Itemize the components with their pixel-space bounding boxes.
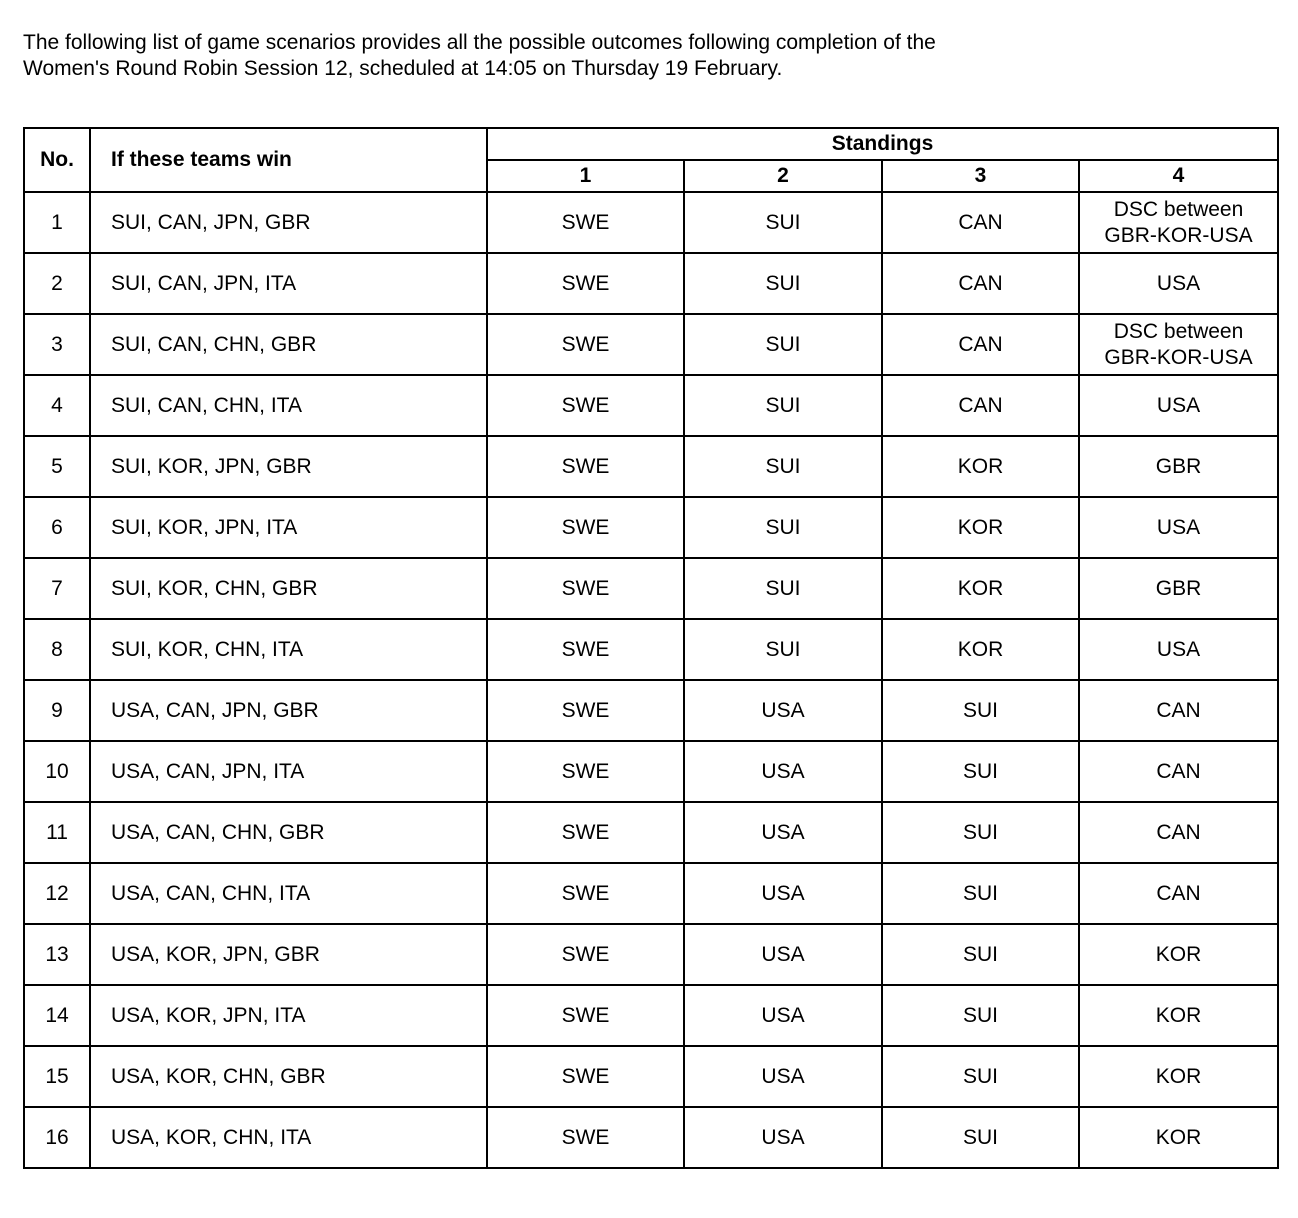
table-row xyxy=(24,375,1278,436)
standing-1: SWE xyxy=(487,680,684,741)
standing-4-line-1: USA xyxy=(1156,393,1201,417)
standing-4-line-1: CAN xyxy=(1156,881,1201,905)
scenario-number: 16 xyxy=(24,1107,90,1168)
standing-3: SUI xyxy=(882,680,1079,741)
table-row xyxy=(24,985,1278,1046)
standing-4 xyxy=(1079,741,1278,802)
standing-2: USA xyxy=(684,1046,882,1107)
standing-1: SWE xyxy=(487,802,684,863)
table-row xyxy=(24,924,1278,985)
table-row xyxy=(24,802,1278,863)
table-row xyxy=(24,192,1278,253)
standing-4 xyxy=(1079,1107,1278,1168)
standing-4-line-2: GBR-KOR-USA xyxy=(1104,345,1253,369)
winning-teams: SUI, KOR, CHN, ITA xyxy=(90,619,487,680)
standing-1: SWE xyxy=(487,741,684,802)
standing-1: SWE xyxy=(487,985,684,1046)
standing-2: USA xyxy=(684,985,882,1046)
table-row xyxy=(24,741,1278,802)
scenario-number: 5 xyxy=(24,436,90,497)
table-row xyxy=(24,619,1278,680)
standing-4-line-2: GBR-KOR-USA xyxy=(1104,223,1253,247)
scenario-number: 2 xyxy=(24,253,90,314)
standing-3: SUI xyxy=(882,1107,1079,1168)
scenario-number: 15 xyxy=(24,1046,90,1107)
standing-4-line-1: USA xyxy=(1156,637,1201,661)
scenario-number: 7 xyxy=(24,558,90,619)
standing-4-line-1: KOR xyxy=(1155,1125,1202,1149)
table-row xyxy=(24,497,1278,558)
header-position-4: 4 xyxy=(1079,160,1278,192)
standing-1: SWE xyxy=(487,863,684,924)
winning-teams: USA, CAN, JPN, ITA xyxy=(90,741,487,802)
standing-2: SUI xyxy=(684,314,882,375)
standing-4-line-1: CAN xyxy=(1156,759,1201,783)
scenario-number: 13 xyxy=(24,924,90,985)
winning-teams: USA, KOR, JPN, GBR xyxy=(90,924,487,985)
standing-2: SUI xyxy=(684,497,882,558)
standing-4-line-1: USA xyxy=(1156,271,1201,295)
standing-4-line-1: CAN xyxy=(1156,698,1201,722)
winning-teams: SUI, KOR, CHN, GBR xyxy=(90,558,487,619)
standing-4 xyxy=(1079,436,1278,497)
standing-1: SWE xyxy=(487,253,684,314)
standing-1: SWE xyxy=(487,924,684,985)
scenarios-table xyxy=(23,127,1279,1169)
standing-1: SWE xyxy=(487,558,684,619)
standing-3: KOR xyxy=(882,497,1079,558)
standing-4-line-1: KOR xyxy=(1155,1003,1202,1027)
standing-1: SWE xyxy=(487,619,684,680)
standing-2: USA xyxy=(684,741,882,802)
winning-teams: USA, KOR, JPN, ITA xyxy=(90,985,487,1046)
standing-2: SUI xyxy=(684,619,882,680)
standing-4-line-1: GBR xyxy=(1155,576,1202,600)
winning-teams: SUI, KOR, JPN, ITA xyxy=(90,497,487,558)
standing-3: SUI xyxy=(882,741,1079,802)
intro-line-1: The following list of game scenarios provides all the possible outcomes following completion of the xyxy=(23,31,936,54)
standing-3: CAN xyxy=(882,192,1079,253)
standing-4 xyxy=(1079,924,1278,985)
standing-4-line-1: KOR xyxy=(1155,1064,1202,1088)
header-position-1: 1 xyxy=(487,160,684,192)
table-row xyxy=(24,253,1278,314)
standing-3: KOR xyxy=(882,436,1079,497)
table-row xyxy=(24,1107,1278,1168)
winning-teams: SUI, KOR, JPN, GBR xyxy=(90,436,487,497)
standing-3: SUI xyxy=(882,863,1079,924)
standing-2: SUI xyxy=(684,558,882,619)
winning-teams: USA, KOR, CHN, GBR xyxy=(90,1046,487,1107)
standing-4-line-1: DSC between xyxy=(1113,197,1244,221)
standing-1: SWE xyxy=(487,436,684,497)
standing-1: SWE xyxy=(487,497,684,558)
standing-2: USA xyxy=(684,1107,882,1168)
table-row xyxy=(24,863,1278,924)
standing-4 xyxy=(1079,1046,1278,1107)
scenario-number: 12 xyxy=(24,863,90,924)
standing-2: SUI xyxy=(684,192,882,253)
scenario-number: 3 xyxy=(24,314,90,375)
standing-1: SWE xyxy=(487,1046,684,1107)
header-position-3: 3 xyxy=(882,160,1079,192)
standing-4-line-1: DSC between xyxy=(1113,319,1244,343)
standing-4 xyxy=(1079,497,1278,558)
standing-4-line-1: GBR xyxy=(1155,454,1202,478)
standing-1: SWE xyxy=(487,1107,684,1168)
standing-3: SUI xyxy=(882,802,1079,863)
standing-4 xyxy=(1079,558,1278,619)
header-teams-win: If these teams win xyxy=(90,128,487,192)
winning-teams: USA, CAN, CHN, GBR xyxy=(90,802,487,863)
standing-1: SWE xyxy=(487,314,684,375)
table-row xyxy=(24,1046,1278,1107)
standing-3: KOR xyxy=(882,558,1079,619)
standing-3: SUI xyxy=(882,1046,1079,1107)
winning-teams: USA, KOR, CHN, ITA xyxy=(90,1107,487,1168)
standing-2: SUI xyxy=(684,436,882,497)
winning-teams: SUI, CAN, JPN, GBR xyxy=(90,192,487,253)
scenario-number: 4 xyxy=(24,375,90,436)
standing-1: SWE xyxy=(487,192,684,253)
standing-4 xyxy=(1079,192,1278,253)
standing-4 xyxy=(1079,985,1278,1046)
table-row xyxy=(24,558,1278,619)
standing-3: SUI xyxy=(882,924,1079,985)
winning-teams: USA, CAN, CHN, ITA xyxy=(90,863,487,924)
header-position-2: 2 xyxy=(684,160,882,192)
winning-teams: SUI, CAN, JPN, ITA xyxy=(90,253,487,314)
winning-teams: SUI, CAN, CHN, ITA xyxy=(90,375,487,436)
standing-4 xyxy=(1079,802,1278,863)
standing-4 xyxy=(1079,253,1278,314)
standing-3: SUI xyxy=(882,985,1079,1046)
scenario-number: 8 xyxy=(24,619,90,680)
standing-4 xyxy=(1079,619,1278,680)
winning-teams: SUI, CAN, CHN, GBR xyxy=(90,314,487,375)
scenario-number: 6 xyxy=(24,497,90,558)
standing-2: USA xyxy=(684,680,882,741)
scenario-number: 14 xyxy=(24,985,90,1046)
table-row xyxy=(24,314,1278,375)
standing-3: CAN xyxy=(882,314,1079,375)
standing-2: SUI xyxy=(684,375,882,436)
standing-1: SWE xyxy=(487,375,684,436)
standing-4-line-1: USA xyxy=(1156,515,1201,539)
standing-3: CAN xyxy=(882,253,1079,314)
intro-text xyxy=(23,30,1123,82)
scenario-number: 1 xyxy=(24,192,90,253)
standing-4-line-1: CAN xyxy=(1156,820,1201,844)
header-standings: Standings xyxy=(487,128,1278,160)
scenario-number: 9 xyxy=(24,680,90,741)
table-row xyxy=(24,680,1278,741)
table-row xyxy=(24,436,1278,497)
standing-3: CAN xyxy=(882,375,1079,436)
scenario-number: 11 xyxy=(24,802,90,863)
standing-4 xyxy=(1079,680,1278,741)
winning-teams: USA, CAN, JPN, GBR xyxy=(90,680,487,741)
standing-2: USA xyxy=(684,863,882,924)
standing-3: KOR xyxy=(882,619,1079,680)
scenario-number: 10 xyxy=(24,741,90,802)
intro-line-2: Women's Round Robin Session 12, scheduled at 14:05 on Thursday 19 February. xyxy=(23,57,783,80)
standing-2: USA xyxy=(684,802,882,863)
standing-2: SUI xyxy=(684,253,882,314)
standing-4 xyxy=(1079,375,1278,436)
standing-4 xyxy=(1079,314,1278,375)
header-no: No. xyxy=(24,128,90,192)
standing-4 xyxy=(1079,863,1278,924)
standing-2: USA xyxy=(684,924,882,985)
standing-4-line-1: KOR xyxy=(1155,942,1202,966)
